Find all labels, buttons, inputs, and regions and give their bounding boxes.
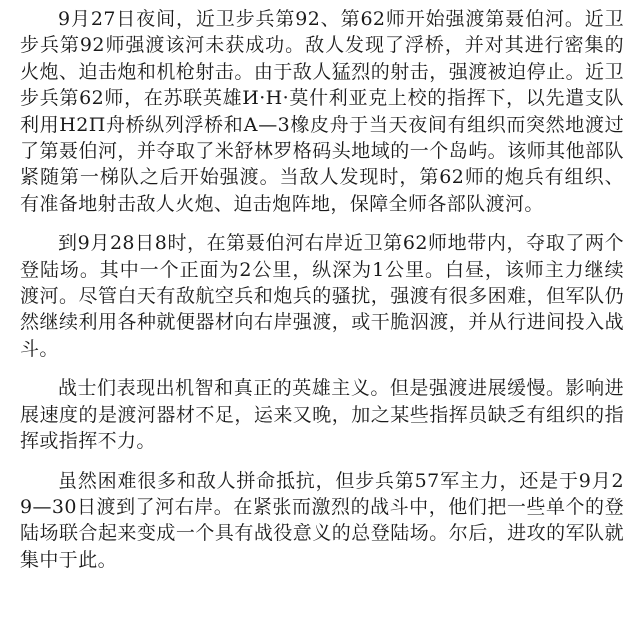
paragraph-2: 到9月28日8时，在第聂伯河右岸近卫第62师地带内，夺取了两个登陆场。其中一个正面为2公里，纵深为1公里。白昼，该师主力继续渡河。尽管白天有敌航空兵和炮兵的骚扰，强渡有很多困难，但军队仍然继续利用各种就便器材向右岸强渡，或干脆泅渡，并从行进间投入战斗。 bbox=[20, 232, 624, 360]
paragraph-1: 9月27日夜间，近卫步兵第92、第62师开始强渡第聂伯河。近卫步兵第92师强渡该河未获成功。敌人发现了浮桥，并对其进行密集的火炮、迫击炮和机枪射击。由于敌人猛烈的射击，强渡被迫停止。近卫步兵第62师，在苏联英雄И·Н·莫什利亚克上校的指挥下，以先遣支队利用Н2П舟桥纵列浮桥和А—3橡皮舟于当天夜间有组织而突然地渡过了第聂伯河，并夺取了米舒林罗格码头地域的一个岛屿。该师其他部队紧随第一梯队之后开始强渡。当敌人发现时，第62师的炮兵有组织、有准备地射击敌人火炮、迫击炮阵地，保障全师各部队渡河。 bbox=[20, 8, 624, 215]
paragraph-3: 战士们表现出机智和真正的英雄主义。但是强渡进展缓慢。影响进展速度的是渡河器材不足，运来又晚，加之某些指挥员缺乏有组织的指挥或指挥不力。 bbox=[20, 377, 624, 453]
document-page bbox=[20, 6, 624, 573]
paragraph-4: 虽然困难很多和敌人拼命抵抗，但步兵第57军主力，还是于9月29—30日渡到了河右岸。在紧张而激烈的战斗中，他们把一些单个的登陆场联合起来变成一个具有战役意义的总登陆场。尔后，进攻的军队就集中于此。 bbox=[20, 469, 624, 571]
